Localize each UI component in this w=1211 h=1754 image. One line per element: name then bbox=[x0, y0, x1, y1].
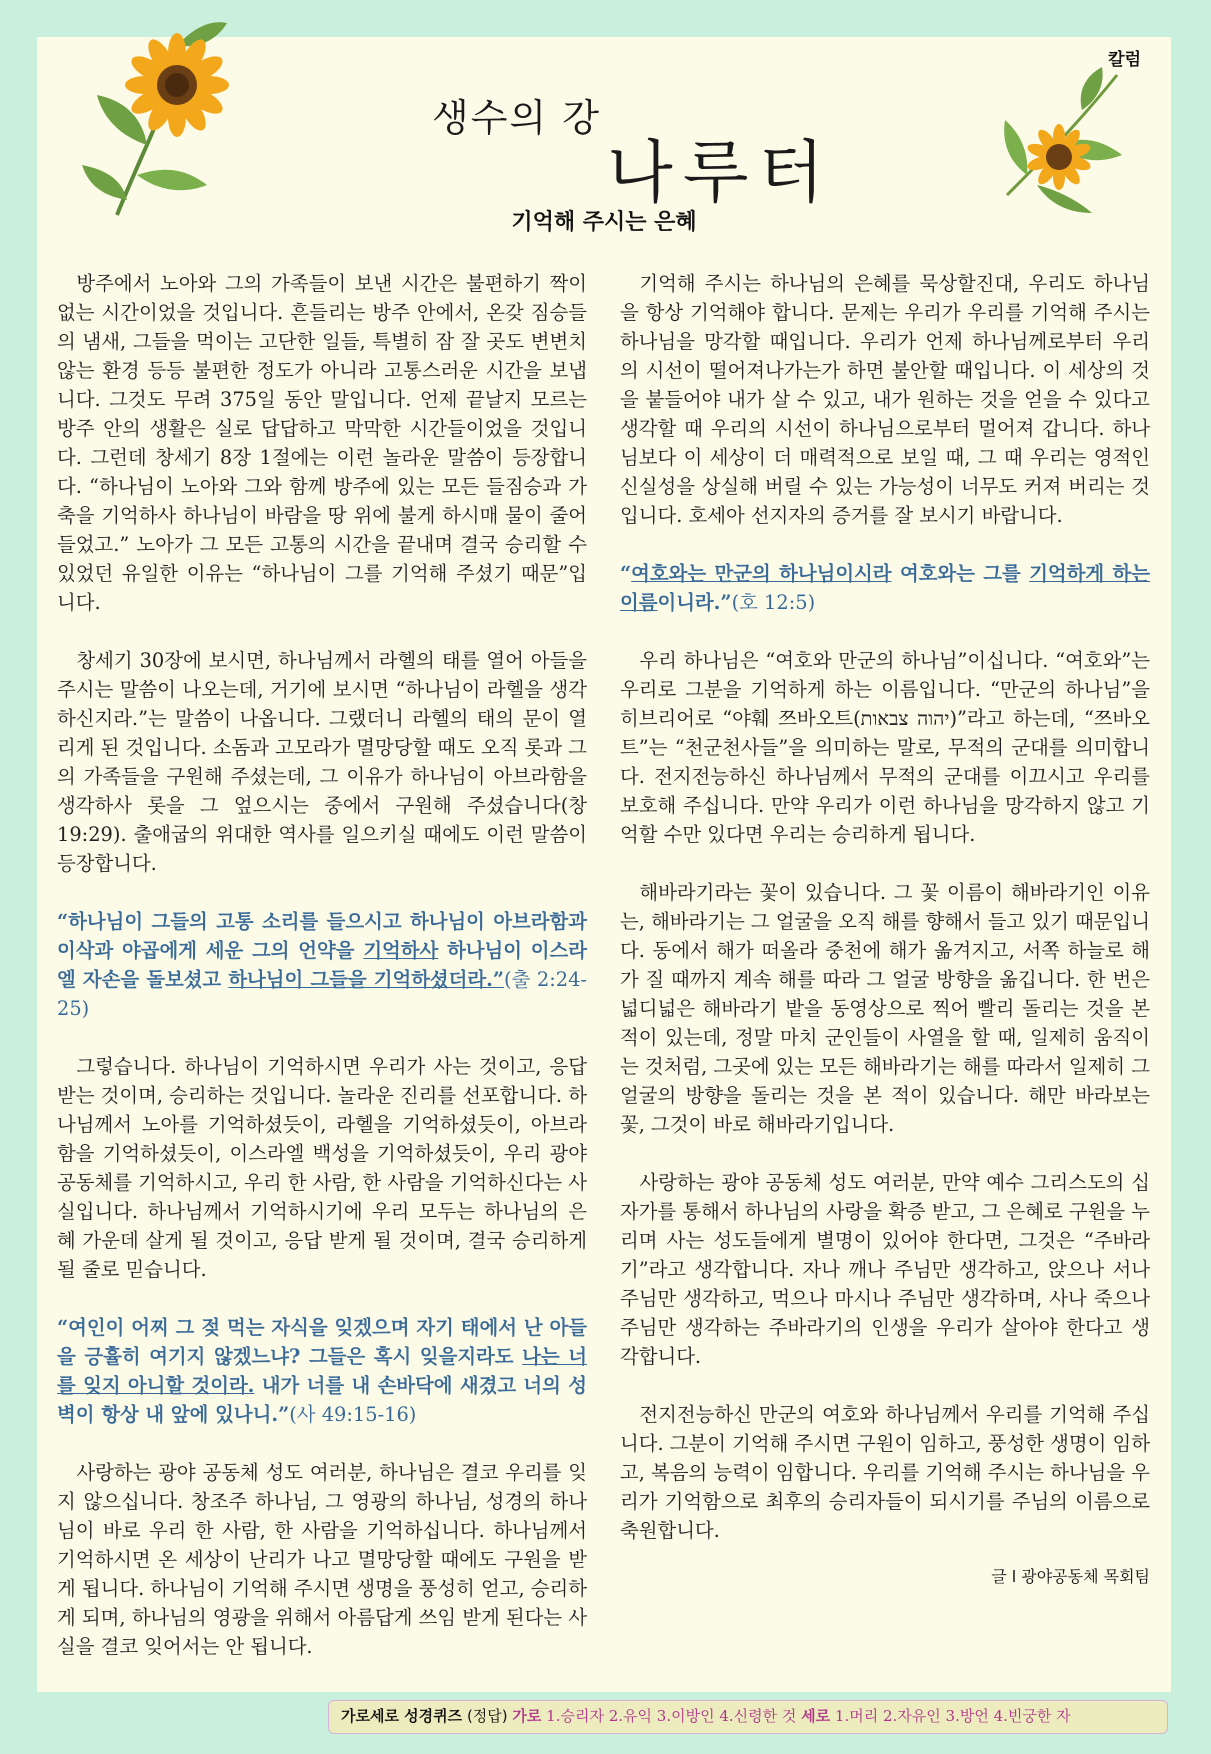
headline: 기억해 주시는 은혜 bbox=[511, 210, 697, 235]
quiz-tag: (정답) bbox=[466, 1707, 508, 1725]
quiz-across-label: 가로 bbox=[512, 1707, 542, 1725]
scripture-quote: “여호와는 만군의 하나님이시라 여호와는 그를 기억하게 하는 이름이니라.”(호 12:5) bbox=[620, 562, 1151, 614]
paragraph: 방주에서 노아와 그의 가족들이 보낸 시간은 불편하기 짝이 없는 시간이었을 것입니다. 흔들리는 방주 안에서, 온갖 짐승들의 냄새, 그들을 먹이는 고단한 일들, 특별히 잠 잘 곳도 변변치 않는 환경 등등 불편한 정도가 아니라 고통스러운 시간을 보냅니다. 그것도 무려 375일 동안 말입니다. 언제 끝날지 모르는 방주 안의 생활은 실로 답답하고 막막한 시간들이었을 것입니다. 그런데 창세기 8장 1절에는 이런 놀라운 말씀이 등장합니다. “하나님이 노아와 그와 함께 방주에 있는 모든 들짐승과 가축을 기억하사 하나님이 바람을 땅 위에 불게 하시매 물이 줄어들었고.” 노아가 그 모든 고통의 시간을 끝내며 결국 승리할 수 있었던 유일한 이유는 “하나님이 그를 기억해 주셨기 때문”입니다. bbox=[57, 272, 587, 614]
paragraph: 전지전능하신 만군의 여호와 하나님께서 우리를 기억해 주십니다. 그분이 기억해 주시면 구원이 임하고, 풍성한 생명이 임하고, 복음의 능력이 임합니다. 우리를 기억해 주시는 하나님을 우리가 기억함으로 최후의 승리자들이 되시기를 주님의 이름으로 축원합니다. bbox=[620, 1403, 1150, 1542]
right-column bbox=[620, 269, 1150, 1591]
scripture-reference: (사 49:15-16) bbox=[289, 1403, 417, 1426]
section-badge: 칼럼 bbox=[1108, 50, 1141, 70]
masthead-line2: 나루터 bbox=[607, 134, 835, 213]
quiz-across-answers: 1.승리자 2.유익 3.이방인 4.신령한 것 bbox=[546, 1707, 797, 1725]
paragraph: 우리 하나님은 “여호와 만군의 하나님”이십니다. “여호와”는 우리로 그분을 기억하게 하는 이름입니다. “만군의 하나님”을 히브리어로 “야훼 쯔바오트(יהוה צבאות)”라고 하는데, “쯔바오트”는 “천군천사들”을 의미하는 말로, 무적의 군대를 의미합니다. 전지전능하신 하나님께서 무적의 군대를 이끄시고 우리를 보호해 주십니다. 만약 우리가 이런 하나님을 망각하지 않고 기억할 수만 있다면 우리는 승리하게 됩니다. bbox=[620, 649, 1150, 846]
page bbox=[37, 37, 1171, 1692]
paragraph: 창세기 30장에 보시면, 하나님께서 라헬의 태를 열어 아들을 주시는 말씀이 나오는데, 거기에 보시면 “하나님이 라헬을 생각하신지라.”는 말씀이 나옵니다. 그랬더니 라헬의 태의 문이 열리게 된 것입니다. 소돔과 고모라가 멸망당할 때도 오직 롯과 그의 가족들을 구원해 주셨는데, 그 이유가 하나님이 아브라함을 생각하사 롯을 그 엎으시는 중에서 구원해 주셨습니다(창 19:29). 출애굽의 위대한 역사를 일으키실 때에도 이런 말씀이 등장합니다. bbox=[57, 649, 587, 875]
paragraph: 사랑하는 광야 공동체 성도 여러분, 만약 예수 그리스도의 십자가를 통해서 하나님의 사랑을 확증 받고, 그 은혜로 구원을 누리며 사는 성도들에게 별명이 있어야 한다면, 그것은 “주바라기”라고 생각합니다. 자나 깨나 주님만 생각하고, 앉으나 서나 주님만 생각하고, 먹으나 마시나 주님만 생각하며, 사나 죽으나 주님만 생각하는 주바라기의 인생을 우리가 살아야 한다고 생각합니다. bbox=[620, 1171, 1150, 1368]
scripture-quote: “하나님이 그들의 고통 소리를 들으시고 하나님이 아브라함과 이삭과 야곱에게 세운 그의 언약을 기억하사 하나님이 이스라엘 자손을 돌보셨고 하나님이 그들을 기억하셨더라.”(출 2:24-25) bbox=[57, 910, 587, 1020]
sunflower-right-icon bbox=[997, 65, 1137, 215]
quiz-down-answers: 1.머리 2.자유인 3.방언 4.빈궁한 자 bbox=[834, 1707, 1071, 1725]
sunflower-left-icon bbox=[77, 15, 247, 225]
paragraph: 사랑하는 광야 공동체 성도 여러분, 하나님은 결코 우리를 잊지 않으십니다. 창조주 하나님, 그 영광의 하나님, 성경의 하나님이 바로 우리 한 사람, 한 사람을 기억하십니다. 하나님께서 기억하시면 온 세상이 난리가 나고 멸망당할 때에도 구원을 받게 됩니다. 하나님이 기억해 주시면 생명을 풍성히 얻고, 승리하게 되며, 하나님의 영광을 위해서 아름답게 쓰임 받게 된다는 사실을 결코 잊어서는 안 됩니다. bbox=[57, 1461, 587, 1658]
scripture-reference: (출 2:24-25) bbox=[57, 968, 587, 1020]
signature: 글 l 광야공동체 목회팀 bbox=[991, 1567, 1150, 1586]
paragraph: 그렇습니다. 하나님이 기억하시면 우리가 사는 것이고, 응답받는 것이며, 승리하는 것입니다. 놀라운 진리를 선포합니다. 하나님께서 노아를 기억하셨듯이, 라헬을 기억하셨듯이, 아브라함을 기억하셨듯이, 이스라엘 백성을 기억하셨듯이, 우리 광야 공동체를 기억하시고, 우리 한 사람, 한 사람을 기억하신다는 사실입니다. 하나님께서 기억하시기에 우리 모두는 하나님의 은혜 가운데 살게 될 것이고, 응답 받게 될 것이며, 결국 승리하게 될 줄로 믿습니다. bbox=[57, 1055, 587, 1281]
left-column bbox=[57, 269, 587, 1690]
quiz-title: 가로세로 성경퀴즈 bbox=[341, 1707, 463, 1725]
quiz-down-label: 세로 bbox=[801, 1707, 831, 1725]
scripture-quote: “여인이 어찌 그 젖 먹는 자식을 잊겠으며 자기 태에서 난 아들을 긍휼히 여기지 않겠느냐? 그들은 혹시 잊을지라도 나는 너를 잊지 아니할 것이라. 내가 너를 내 손바닥에 새겼고 너의 성벽이 항상 내 앞에 있나니.”(사 49:15-16) bbox=[57, 1316, 587, 1426]
paragraph: 해바라기라는 꽃이 있습니다. 그 꽃 이름이 해바라기인 이유는, 해바라기는 그 얼굴을 오직 해를 향해서 들고 있기 때문입니다. 동에서 해가 떠올라 중천에 해가 옮겨지고, 서쪽 하늘로 해가 질 때까지 계속 해를 따라 그 얼굴 방향을 옮깁니다. 한 번은 넓디넓은 해바라기 밭을 동영상으로 찍어 빨리 돌리는 것을 본 적이 있는데, 정말 마치 군인들이 사열을 할 때, 일제히 움직이는 것처럼, 그곳에 있는 모든 해바라기는 해를 따라서 일제히 그 얼굴의 방향을 돌리는 것을 본 적이 있습니다. 해만 바라보는 꽃, 그것이 바로 해바라기입니다. bbox=[620, 881, 1150, 1136]
paragraph: 기억해 주시는 하나님의 은혜를 묵상할진대, 우리도 하나님을 항상 기억해야 합니다. 문제는 우리가 우리를 기억해 주시는 하나님을 망각할 때입니다. 우리가 언제 하나님께로부터 우리의 시선이 떨어져나가는가 하면 불안할 때입니다. 이 세상의 것을 붙들어야 내가 살 수 있고, 내가 원하는 것을 얻을 수 있다고 생각할 때 우리의 시선이 하나님으로부터 멀어져 갑니다. 하나님보다 이 세상이 더 매력적으로 보일 때, 그 때 우리는 영적인 신실성을 상실해 버릴 수 있는 가능성이 너무도 커져 버리는 것입니다. 호세아 선지자의 증거를 잘 보시기 바랍니다. bbox=[620, 272, 1150, 527]
quiz-answer-bar bbox=[328, 1700, 1168, 1734]
masthead-line1: 생수의 강 bbox=[432, 96, 601, 140]
scripture-reference: (호 12:5) bbox=[731, 591, 816, 614]
